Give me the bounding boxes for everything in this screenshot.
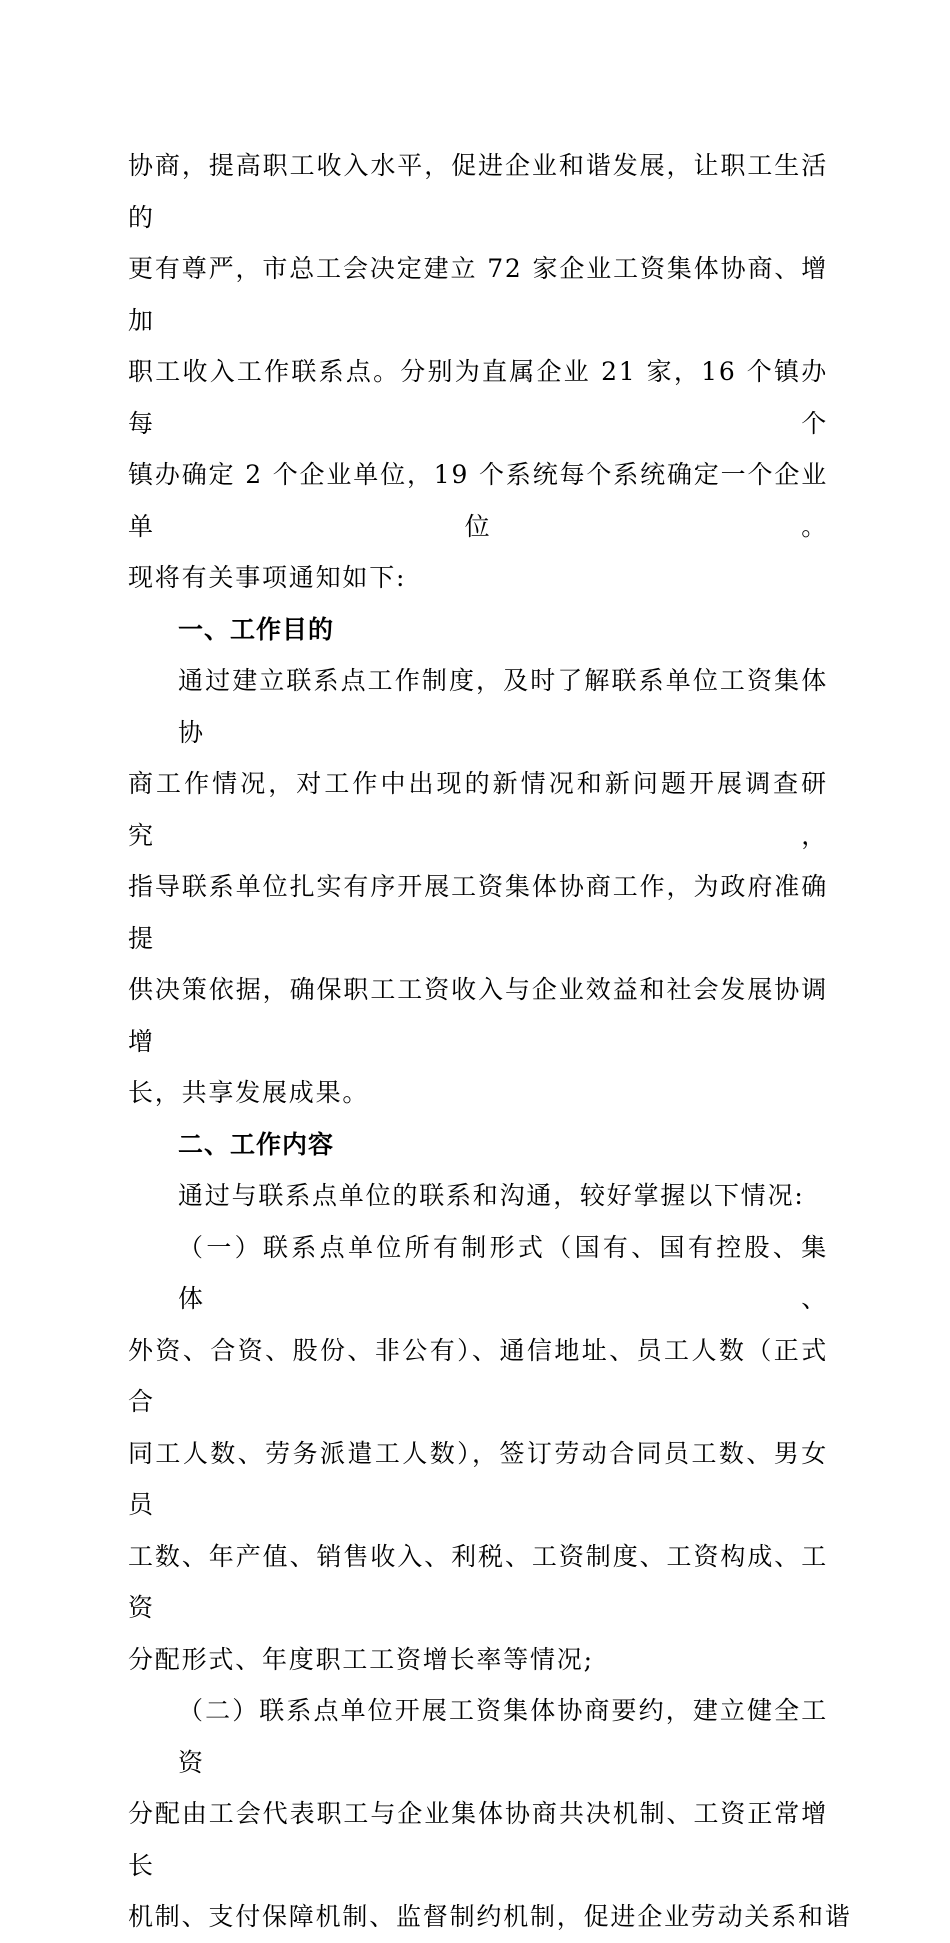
text-line: 外资、合资、股份、非公有）、通信地址、员工人数（正式合: [128, 1335, 828, 1416]
text-line: 机制、支付保障机制、监督制约机制，促进企业劳动关系和谐: [128, 1902, 852, 1931]
text-line: 同工人数、劳务派遣工人数），签订劳动合同员工数、男女员: [128, 1438, 828, 1519]
body-paragraph: [128, 1222, 828, 1686]
text-line: 分配由工会代表职工与企业集体协商共决机制、工资正常增长: [128, 1799, 828, 1880]
text-line: 二、工作内容: [178, 1129, 335, 1159]
document-body: [128, 140, 852, 1943]
text-line: 长，共享发展成果。: [128, 1078, 370, 1107]
body-paragraph: [128, 655, 828, 1119]
text-line: 一、工作目的: [178, 614, 335, 644]
text-line: 协商，提高职工收入水平，促进企业和谐发展，让职工生活的: [128, 151, 828, 232]
text-line: 通过与联系点单位的联系和沟通，较好掌握以下情况:: [178, 1181, 805, 1210]
section-heading: [128, 604, 828, 656]
body-paragraph: [128, 1685, 852, 1943]
text-line: 工数、年产值、销售收入、利税、工资制度、工资构成、工资: [128, 1541, 828, 1622]
text-line: 现将有关事项通知如下:: [128, 563, 407, 592]
text-line: （二）联系点单位开展工资集体协商要约，建立健全工资: [178, 1696, 828, 1777]
text-line: 镇办确定 2 个企业单位，19 个系统每个系统确定一个企业单位。: [128, 460, 828, 541]
body-paragraph: [128, 1170, 828, 1222]
text-line: 分配形式、年度职工工资增长率等情况;: [128, 1644, 594, 1674]
text-line: 职工收入工作联系点。分别为直属企业 21 家，16 个镇办每个: [128, 357, 828, 438]
text-line: 更有尊严，市总工会决定建立 72 家企业工资集体协商、增加: [128, 254, 828, 335]
body-paragraph: [128, 140, 828, 604]
text-line: （一）联系点单位所有制形式（国有、国有控股、集体、: [178, 1232, 828, 1313]
text-line: 指导联系单位扎实有序开展工资集体协商工作，为政府准确提: [128, 872, 828, 953]
text-line: 商工作情况，对工作中出现的新情况和新问题开展调查研究，: [128, 769, 828, 850]
text-line: 通过建立联系点工作制度，及时了解联系单位工资集体协: [178, 666, 828, 747]
text-line: 供决策依据，确保职工工资收入与企业效益和社会发展协调增: [128, 975, 828, 1056]
section-heading: [128, 1119, 828, 1171]
